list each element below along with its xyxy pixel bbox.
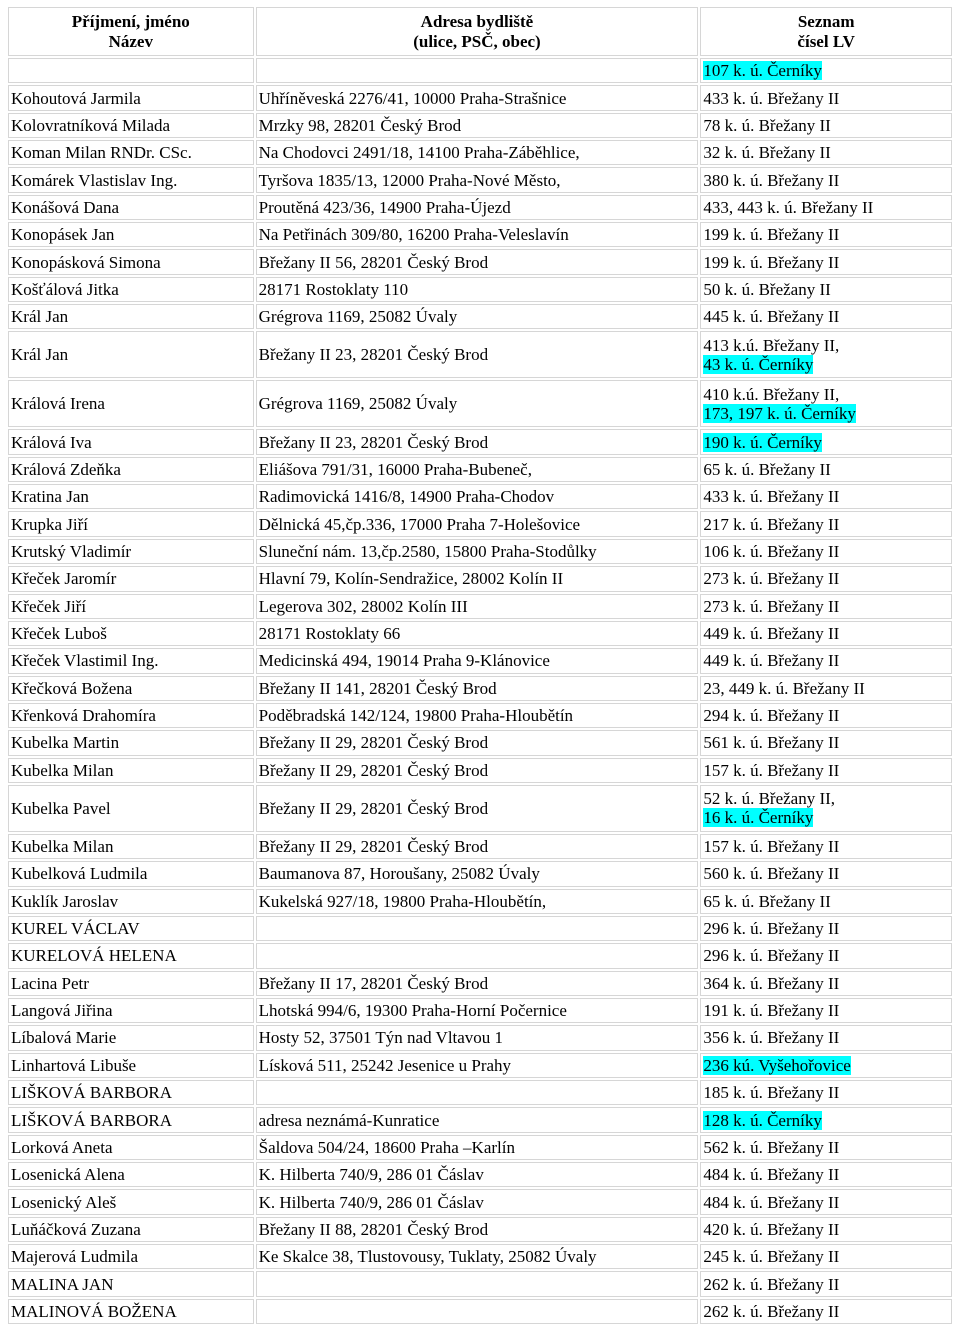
owner-name-cell: Losenický Aleš [8, 1189, 254, 1214]
lv-entry-highlighted: 173, 197 [703, 403, 768, 423]
owner-name-cell: Majerová Ludmila [8, 1244, 254, 1269]
address-cell: Břežany II 56, 28201 Český Brod [256, 249, 699, 274]
lv-entry: 245 k. ú. Břežany II [703, 1247, 840, 1267]
address-cell: Břežany II 23, 28201 Český Brod [256, 429, 699, 454]
lv-entry: 273 k. ú. Břežany II [703, 596, 840, 616]
lv-entry: 199 k. ú. Břežany II [703, 225, 840, 245]
address-cell: Medicinská 494, 19014 Praha 9-Klánovice [256, 648, 699, 673]
address-cell: 28171 Rostoklaty 66 [256, 621, 699, 646]
lv-cell [700, 758, 952, 783]
header-row [8, 7, 952, 56]
table-row [8, 971, 952, 996]
lv-cell [700, 1299, 952, 1324]
table-row [8, 1189, 952, 1214]
lv-cell [700, 648, 952, 673]
address-cell [256, 58, 699, 83]
lv-cell [700, 785, 952, 832]
owner-name-cell: Krupka Jiří [8, 511, 254, 536]
lv-cell [700, 676, 952, 701]
lv-cell [700, 195, 952, 220]
lv-entry: 484 k. ú. Břežany II [703, 1192, 840, 1212]
owner-name-cell: Losenická Alena [8, 1162, 254, 1187]
lv-cell [700, 484, 952, 509]
address-cell: Břežany II 29, 28201 Český Brod [256, 785, 699, 832]
lv-entry: 561 k. ú. Břežany II [703, 733, 840, 753]
address-cell: Eliášova 791/31, 16000 Praha-Bubeneč, [256, 457, 699, 482]
lv-entry: 296 k. ú. Břežany II [703, 919, 840, 939]
table-row [8, 758, 952, 783]
owner-name-cell: Král Jan [8, 304, 254, 329]
address-cell: Ke Skalce 38, Tlustovousy, Tuklaty, 25082 Úvaly [256, 1244, 699, 1269]
table-row [8, 730, 952, 755]
table-row [8, 916, 952, 941]
table-row [8, 834, 952, 859]
lv-cell [700, 971, 952, 996]
owner-name-cell: Křeček Jiří [8, 594, 254, 619]
table-row [8, 429, 952, 454]
lv-cell [700, 1162, 952, 1187]
lv-entry-highlighted: 190 k. ú. Černíky [703, 432, 822, 452]
owner-name-cell: Kuklík Jaroslav [8, 889, 254, 914]
table-row [8, 785, 952, 832]
table-row [8, 861, 952, 886]
lv-cell [700, 703, 952, 728]
lv-cell [700, 730, 952, 755]
lv-entry: 273 k. ú. Břežany II [703, 569, 840, 589]
address-cell: Lísková 511, 25242 Jesenice u Prahy [256, 1053, 699, 1078]
owner-name-cell: Konopásek Jan [8, 222, 254, 247]
lv-entry: 433 k. ú. Břežany II [703, 487, 840, 507]
lv-cell [700, 1135, 952, 1160]
lv-cell [700, 140, 952, 165]
lv-cell [700, 85, 952, 110]
lv-cell [700, 277, 952, 302]
lv-entry: 157 k. ú. Břežany II [703, 760, 840, 780]
table-row [8, 1271, 952, 1296]
table-row [8, 1135, 952, 1160]
owner-name-cell: Komárek Vlastislav Ing. [8, 167, 254, 192]
address-cell: K. Hilberta 740/9, 286 01 Čáslav [256, 1162, 699, 1187]
owner-name-cell: Kubelka Milan [8, 758, 254, 783]
address-cell: K. Hilberta 740/9, 286 01 Čáslav [256, 1189, 699, 1214]
address-cell [256, 1080, 699, 1105]
owner-name-cell: LIŠKOVÁ BARBORA [8, 1080, 254, 1105]
table-row [8, 703, 952, 728]
owner-name-cell: Košťálová Jitka [8, 277, 254, 302]
table-row [8, 249, 952, 274]
lv-cell [700, 621, 952, 646]
owner-name-cell: Křeček Jaromír [8, 566, 254, 591]
address-cell [256, 943, 699, 968]
lv-entry: 413 k.ú. Břežany II, [703, 335, 840, 355]
address-cell: Šaldova 504/24, 18600 Praha –Karlín [256, 1135, 699, 1160]
lv-cell [700, 998, 952, 1023]
address-cell: Břežany II 88, 28201 Český Brod [256, 1217, 699, 1242]
address-cell: Břežany II 141, 28201 Český Brod [256, 676, 699, 701]
lv-entry: 562 k. ú. Břežany II [703, 1137, 840, 1157]
lv-cell [700, 539, 952, 564]
table-row [8, 943, 952, 968]
owner-name-cell: Kubelka Pavel [8, 785, 254, 832]
lv-entry: 262 k. ú. Břežany II [703, 1274, 840, 1294]
lv-entry-highlighted: 236 kú. Vyšehořovice [703, 1055, 851, 1075]
table-row [8, 1244, 952, 1269]
lv-cell [700, 1217, 952, 1242]
owner-name-cell: Kohoutová Jarmila [8, 85, 254, 110]
header-lv: Seznam čísel LV [700, 7, 952, 56]
lv-entry: 484 k. ú. Břežany II [703, 1165, 840, 1185]
address-cell: Poděbradská 142/124, 19800 Praha-Hloubětín [256, 703, 699, 728]
lv-entry: 106 k. ú. Břežany II [703, 541, 840, 561]
lv-cell [700, 861, 952, 886]
table-row [8, 648, 952, 673]
owner-name-cell: Křeček Vlastimil Ing. [8, 648, 254, 673]
lv-entry: 364 k. ú. Břežany II [703, 973, 840, 993]
lv-entry: 449 k. ú. Břežany II [703, 651, 840, 671]
table-row [8, 1162, 952, 1187]
lv-entry: 52 k. ú. Břežany II, [703, 789, 836, 809]
address-cell: Lhotská 994/6, 19300 Praha-Horní Počernice [256, 998, 699, 1023]
address-cell: Hosty 52, 37501 Týn nad Vltavou 1 [256, 1025, 699, 1050]
lv-entry-highlighted: 16 k. ú. Černíky [703, 808, 814, 828]
owner-name-cell: Kratina Jan [8, 484, 254, 509]
lv-entry: 157 k. ú. Břežany II [703, 837, 840, 857]
lv-entry: 433 k. ú. Břežany II [703, 88, 840, 108]
table-row [8, 998, 952, 1023]
owner-name-cell: KUREL VÁCLAV [8, 916, 254, 941]
owner-name-cell: Linhartová Libuše [8, 1053, 254, 1078]
lv-entry: 380 k. ú. Břežany II [703, 170, 840, 190]
lv-entry: 191 k. ú. Břežany II [703, 1001, 840, 1021]
owner-name-cell: Kubelková Ludmila [8, 861, 254, 886]
lv-entry: 356 k. ú. Břežany II [703, 1028, 840, 1048]
owner-name-cell: Konášová Dana [8, 195, 254, 220]
address-cell [256, 916, 699, 941]
lv-cell [700, 566, 952, 591]
table-row [8, 58, 952, 83]
lv-cell [700, 1244, 952, 1269]
lv-cell [700, 249, 952, 274]
table-row [8, 539, 952, 564]
lv-entry: 410 k.ú. Břežany II, [703, 384, 840, 404]
address-cell [256, 1271, 699, 1296]
table-row [8, 113, 952, 138]
lv-cell [700, 889, 952, 914]
lv-entry: 65 k. ú. Břežany II [703, 891, 831, 911]
owner-name-cell: Koman Milan RNDr. CSc. [8, 140, 254, 165]
header-address: Adresa bydliště (ulice, PSČ, obec) [256, 7, 699, 56]
owner-name-cell: Král Jan [8, 331, 254, 378]
address-cell: Břežany II 29, 28201 Český Brod [256, 834, 699, 859]
table-row [8, 167, 952, 192]
lv-entry: 185 k. ú. Břežany II [703, 1083, 840, 1103]
header-name: Příjmení, jméno Název [8, 7, 254, 56]
lv-cell [700, 167, 952, 192]
table-row [8, 1053, 952, 1078]
owner-name-cell: Kubelka Milan [8, 834, 254, 859]
lv-entry: 23, 449 k. ú. Břežany II [703, 678, 865, 698]
address-cell: Kukelská 927/18, 19800 Praha-Hloubětín, [256, 889, 699, 914]
table-row [8, 304, 952, 329]
table-row [8, 566, 952, 591]
address-cell: Radimovická 1416/8, 14900 Praha-Chodov [256, 484, 699, 509]
owner-name-cell: Králová Irena [8, 380, 254, 427]
owner-name-cell: MALINA JAN [8, 1271, 254, 1296]
owner-name-cell: Konopásková Simona [8, 249, 254, 274]
lv-entry: 420 k. ú. Břežany II [703, 1219, 840, 1239]
owner-name-cell: LIŠKOVÁ BARBORA [8, 1107, 254, 1132]
lv-entry: 294 k. ú. Břežany II [703, 706, 840, 726]
owner-name-cell: Kubelka Martin [8, 730, 254, 755]
address-cell: Břežany II 29, 28201 Český Brod [256, 730, 699, 755]
table-row [8, 1299, 952, 1324]
lv-entry: 296 k. ú. Břežany II [703, 946, 840, 966]
table-row [8, 457, 952, 482]
table-row [8, 889, 952, 914]
table-row [8, 331, 952, 378]
lv-cell [700, 380, 952, 427]
table-row [8, 1107, 952, 1132]
lv-cell [700, 1107, 952, 1132]
table-row [8, 676, 952, 701]
address-cell: Na Chodovci 2491/18, 14100 Praha-Záběhlice, [256, 140, 699, 165]
lv-entry: 433, 443 k. ú. Břežany II [703, 197, 874, 217]
address-cell: Proutěná 423/36, 14900 Praha-Újezd [256, 195, 699, 220]
owners-table [6, 5, 954, 1326]
address-cell: adresa neznámá-Kunratice [256, 1107, 699, 1132]
address-cell: Břežany II 17, 28201 Český Brod [256, 971, 699, 996]
lv-entry-highlighted: k. ú. Černíky [767, 403, 856, 423]
lv-entry: 449 k. ú. Břežany II [703, 624, 840, 644]
table-row [8, 380, 952, 427]
lv-cell [700, 1053, 952, 1078]
table-row [8, 511, 952, 536]
owner-name-cell: Krutský Vladimír [8, 539, 254, 564]
owner-name-cell: Luňáčková Zuzana [8, 1217, 254, 1242]
lv-entry-highlighted: 107 k. ú. Černíky [703, 61, 822, 81]
lv-cell [700, 304, 952, 329]
owner-name-cell: Křeček Luboš [8, 621, 254, 646]
lv-cell [700, 1271, 952, 1296]
lv-cell [700, 1080, 952, 1105]
address-cell: Legerova 302, 28002 Kolín III [256, 594, 699, 619]
address-cell: Baumanova 87, Horoušany, 25082 Úvaly [256, 861, 699, 886]
owner-name-cell: Líbalová Marie [8, 1025, 254, 1050]
address-cell: Břežany II 23, 28201 Český Brod [256, 331, 699, 378]
owner-name-cell: MALINOVÁ BOŽENA [8, 1299, 254, 1324]
address-cell [256, 1299, 699, 1324]
address-cell: Uhříněveská 2276/41, 10000 Praha-Strašnice [256, 85, 699, 110]
address-cell: Hlavní 79, Kolín-Sendražice, 28002 Kolín II [256, 566, 699, 591]
lv-cell [700, 1025, 952, 1050]
address-cell: Mrzky 98, 28201 Český Brod [256, 113, 699, 138]
lv-entry: 445 k. ú. Břežany II [703, 307, 840, 327]
lv-cell [700, 943, 952, 968]
lv-cell [700, 594, 952, 619]
table-row [8, 195, 952, 220]
address-cell: 28171 Rostoklaty 110 [256, 277, 699, 302]
table-row [8, 621, 952, 646]
address-cell: Dělnická 45,čp.336, 17000 Praha 7-Holešovice [256, 511, 699, 536]
lv-entry: 262 k. ú. Břežany II [703, 1301, 840, 1321]
address-cell: Břežany II 29, 28201 Český Brod [256, 758, 699, 783]
table-row [8, 140, 952, 165]
lv-entry: 217 k. ú. Břežany II [703, 514, 840, 534]
owner-name-cell: Křenková Drahomíra [8, 703, 254, 728]
lv-cell [700, 511, 952, 536]
address-cell: Sluneční nám. 13,čp.2580, 15800 Praha-Stodůlky [256, 539, 699, 564]
owner-name-cell: Křečková Božena [8, 676, 254, 701]
lv-cell [700, 222, 952, 247]
lv-cell [700, 331, 952, 378]
table-row [8, 1217, 952, 1242]
lv-entry: 32 k. ú. Břežany II [703, 143, 831, 163]
lv-entry: 78 k. ú. Břežany II [703, 115, 831, 135]
lv-entry-highlighted: 43 k. ú. Černíky [703, 354, 814, 374]
owner-name-cell [8, 58, 254, 83]
lv-entry: 560 k. ú. Břežany II [703, 864, 840, 884]
lv-entry: 199 k. ú. Břežany II [703, 252, 840, 272]
lv-cell [700, 58, 952, 83]
lv-cell [700, 429, 952, 454]
table-row [8, 222, 952, 247]
lv-cell [700, 834, 952, 859]
address-cell: Na Petřinách 309/80, 16200 Praha-Veleslavín [256, 222, 699, 247]
table-row [8, 1025, 952, 1050]
table-row [8, 277, 952, 302]
lv-cell [700, 113, 952, 138]
address-cell: Grégrova 1169, 25082 Úvaly [256, 304, 699, 329]
owner-name-cell: Králová Zdeňka [8, 457, 254, 482]
owner-name-cell: Kolovratníková Milada [8, 113, 254, 138]
table-row [8, 85, 952, 110]
owner-name-cell: KURELOVÁ HELENA [8, 943, 254, 968]
table-row [8, 484, 952, 509]
table-row [8, 594, 952, 619]
owner-name-cell: Lorková Aneta [8, 1135, 254, 1160]
lv-cell [700, 457, 952, 482]
table-body [8, 58, 952, 1324]
table-row [8, 1080, 952, 1105]
owner-name-cell: Lacina Petr [8, 971, 254, 996]
address-cell: Tyršova 1835/13, 12000 Praha-Nové Město, [256, 167, 699, 192]
address-cell: Grégrova 1169, 25082 Úvaly [256, 380, 699, 427]
owner-name-cell: Králová Iva [8, 429, 254, 454]
lv-entry-highlighted: 128 k. ú. Černíky [703, 1110, 822, 1130]
owner-name-cell: Langová Jiřina [8, 998, 254, 1023]
lv-entry: 65 k. ú. Břežany II [703, 459, 831, 479]
lv-cell [700, 1189, 952, 1214]
lv-cell [700, 916, 952, 941]
lv-entry: 50 k. ú. Břežany II [703, 279, 831, 299]
